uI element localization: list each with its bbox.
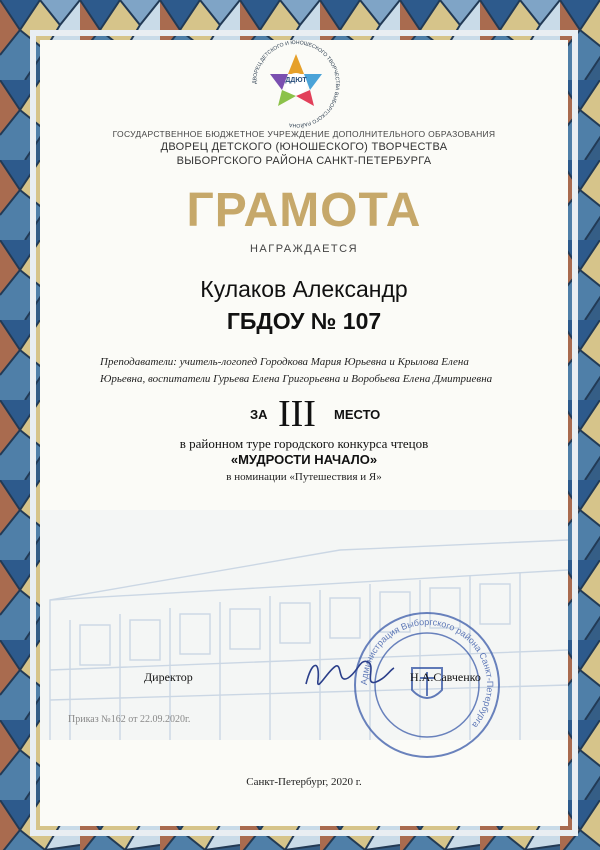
director-signature: [302, 650, 398, 698]
org-line-1: ГОСУДАРСТВЕННОЕ БЮДЖЕТНОЕ УЧРЕЖДЕНИЕ ДОПОЛНИТЕЛЬНОГО ОБРАЗОВАНИЯ: [112, 129, 496, 139]
teachers-line-1: Преподаватели: учитель-логопед Городкова Мария Юрьевна и Крылова Елена: [100, 356, 469, 368]
recipient-organization: ГБДОУ № 107: [226, 308, 382, 334]
org-line-2: ДВОРЕЦ ДЕТСКОГО (ЮНОШЕСКОГО) ТВОРЧЕСТВА: [160, 141, 448, 153]
certificate-title: ГРАМОТА: [186, 184, 422, 237]
contest-tour: в районном туре городского конкурса чтецов: [179, 436, 429, 451]
order-number: Приказ №162 от 22.09.2020г.: [68, 714, 191, 725]
logo-ring-text: ДВОРЕЦ ДЕТСКОГО И ЮНОШЕСКОГО ТВОРЧЕСТВА ВЫБОРГСКОГО РАЙОНА: [251, 39, 341, 129]
teachers-block: [100, 354, 560, 388]
certificate-paper: [40, 40, 568, 826]
contest-name: «МУДРОСТИ НАЧАЛО»: [230, 452, 378, 467]
recipient-name: Кулаков Александр: [200, 276, 408, 302]
org-line-3: ВЫБОРГСКОГО РАЙОНА САНКТ-ПЕТЕРБУРГА: [176, 155, 432, 167]
logo-abbr: ДДЮТ: [285, 77, 307, 84]
place-prefix: ЗА: [250, 407, 268, 422]
teachers-line-2: Юрьевна, воспитатели Гурьева Елена Григорьевна и Воробьева Елена Дмитриевна: [100, 373, 493, 385]
director-label: Директор: [144, 670, 193, 684]
stamp-ring-text: Администрация Выборгского района Санкт-Петербурга: [358, 616, 496, 731]
contest-nomination: в номинации «Путешествия и Я»: [226, 471, 382, 483]
palace-logo: [244, 40, 348, 136]
place-numeral: III: [278, 393, 316, 435]
awarded-text: НАГРАЖДАЕТСЯ: [249, 243, 359, 255]
place-suffix: МЕСТО: [334, 407, 381, 422]
director-name: Н.А.Савченко: [410, 670, 481, 684]
city-year: Санкт-Петербург, 2020 г.: [246, 776, 362, 788]
